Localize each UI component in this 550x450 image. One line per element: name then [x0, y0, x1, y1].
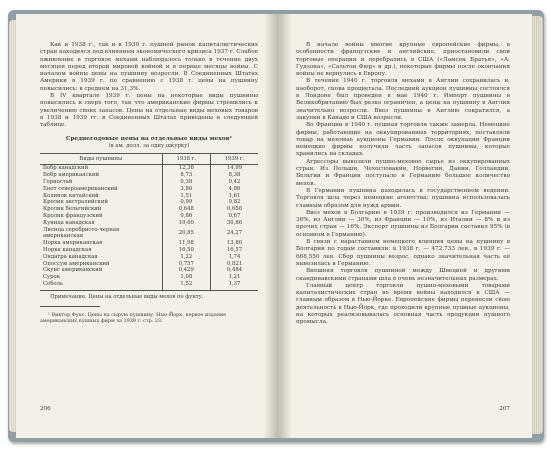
fur-type-cell: Сурок: [43, 274, 61, 281]
paragraph: Внешняя торговля пушниной между Швецией и другими скандинавскими странами шла в очень незначительных размерах.: [296, 268, 510, 282]
price-cell: 1,21: [211, 274, 258, 281]
table-row: [40, 179, 258, 186]
paragraph: В начале войны многие крупные европейские фирмы, в особенности французские и английские, приостановили свои торговые операции и перебрались в США («Ламсон Братья», «А. Гудзона», «Сальтон Фюр» и др.), некоторые фирмы после окончания войны не вернулись в Европу.: [296, 42, 510, 78]
column-header: Виды пушнины: [40, 153, 162, 165]
open-book: [8, 10, 544, 442]
price-cell: 0,757: [162, 261, 210, 268]
price-cell: 0,658: [211, 206, 258, 213]
table-row: [40, 193, 258, 200]
fur-type-cell: Норка американская: [43, 240, 103, 247]
fur-type-cell: Кролик французский: [43, 212, 103, 219]
price-cell: 4,86: [211, 186, 258, 193]
table-row: [40, 186, 258, 193]
table-row: [40, 261, 258, 268]
table-row: [40, 206, 258, 213]
price-cell: 0,82: [211, 199, 258, 206]
price-cell: 1,51: [162, 193, 210, 200]
column-header: 1939 г.: [211, 153, 258, 165]
fur-type-cell: Скунс американский: [43, 267, 103, 274]
price-cell: 19,60: [162, 220, 210, 227]
column-header: 1938 г.: [162, 153, 210, 165]
page-edges-right: [531, 16, 543, 434]
price-cell: 1,61: [211, 193, 258, 200]
table-row: [40, 227, 258, 241]
price-cell: 16,50: [162, 247, 210, 254]
table-row: [40, 240, 258, 247]
table-row: [40, 274, 258, 281]
paragraph: В IV квартале 1939 г. цены на некоторые виды пушнины повысились и сверх того, так что американские фирмы стремились к увеличению своих запасов. Цены на отдельные виды меховых товаров в 1938 и 1939 гг. в Соединенных Штатах приведены в следующей таблице.: [40, 93, 258, 129]
right-page: [278, 14, 532, 438]
table-title: Среднегодовые цены на отдельные виды мехов¹: [65, 135, 233, 142]
price-cell: 0,86: [162, 213, 210, 220]
right-page-text: [296, 42, 510, 327]
fur-type-cell: Ондатра канадская: [43, 253, 98, 260]
price-cell: 1,37: [211, 281, 258, 290]
price-cell: 0,429: [162, 267, 210, 274]
price-cell: 0,42: [211, 179, 258, 186]
price-cell: 3,86: [162, 186, 210, 193]
table-note: Примечание. Цены на отдельные виды мехов по фунту.: [50, 293, 204, 300]
price-table-body: [40, 165, 258, 290]
table-row: [40, 281, 258, 290]
page-number-left: 206: [40, 406, 51, 412]
fur-type-cell: Енот североамериканский: [43, 185, 118, 192]
price-cell: 13,80: [211, 240, 258, 247]
price-cell: 0,38: [162, 179, 210, 186]
table-row: [40, 247, 258, 254]
paragraph: Агрессоры вывозили пушно-меховое сырье из оккупированных стран. Из Польши, Чехословакии, Норвегии, Дании, Голландии, Бельгии и Франции поступало в Германию большое количество мехов.: [296, 158, 510, 187]
left-page-text: [40, 42, 258, 329]
fur-type-cell: Бобр американский: [43, 172, 100, 179]
price-table: [40, 153, 258, 291]
paragraph: В течение 1940 г. торговля мехами в Англии сохранилась и, наоборот, снова процветала. Последний аукцион пушнины состоялся в Лондоне был проведен в мае 1940 г. Импорт пушнины в Великобританию был резко ограничен, а цены на пушнину в Англии значительно возросли. Ввоз пушнины в Англию сократился, а закупки в Канаде и США возросли.: [296, 78, 510, 121]
fur-type-cell: Кролик бельгийский: [43, 206, 102, 213]
price-cell: 16,57: [211, 247, 258, 254]
fur-type-cell: Опоссум американский: [43, 260, 110, 267]
price-cell: 1,08: [162, 274, 210, 281]
paragraph: Главный центр торговли пушно-меховыми товарами капиталистических стран во время войны находился в США — главным образом в Нью-Йорке. Европейские фирмы перенесли свою деятельность в Нью-Йорк, где проходили крупные пушные аукционы, на которых реализовывалась основная часть продукции пушного промысла.: [296, 282, 510, 326]
fur-type-cell: Куница канадская: [43, 219, 95, 226]
price-cell: 30,86: [211, 220, 258, 227]
fur-type-cell: Лисица серебристо-черная американская: [43, 226, 120, 240]
paragraph: В связи с нарастанием немецкого влияния цены на пушнину в Болгарии по годам составили: в 1938 г. — 472,733 лев., в 1939 г. — 668,550 лев. Сбор пушнины возрос, однако значительная часть её вывозилась в Германию.: [296, 239, 510, 267]
fur-type-cell: Горностай: [43, 178, 73, 185]
fur-type-cell: Бобр канадский: [43, 165, 89, 172]
price-cell: 0,484: [211, 267, 258, 274]
table-row: [40, 213, 258, 220]
footnote-rule: [40, 306, 100, 307]
price-cell: 1,22: [162, 254, 210, 261]
price-cell: 0,821: [211, 261, 258, 268]
price-cell: 0,648: [162, 206, 210, 213]
fur-type-cell: Колинок китайский: [43, 192, 99, 199]
fur-type-cell: Норка канадская: [43, 246, 92, 253]
paragraph: В Германии пушнина находилась в государственном ведении. Торговля шла через немецкие агентства; пушнина использовалась главным образом для нужд армии.: [296, 187, 510, 209]
table-row: [40, 172, 258, 179]
left-page: [16, 14, 278, 438]
price-cell: 24,27: [211, 227, 258, 241]
price-cell: 0,67: [211, 213, 258, 220]
price-cell: 1,74: [211, 254, 258, 261]
paragraph: Ввоз мехов в Болгарию в 1939 г. производился из Германии — 36%, из Англии — 30%, из Франции — 10%, из Италии — 8% и из прочих стран — 16%. Экспорт пушнины из Болгарии составил 95% (в основном в Германию).: [296, 209, 510, 238]
table-unit: (в ам. долл. за одну шкурку): [108, 142, 190, 149]
table-row: [40, 254, 258, 261]
price-cell: 20,85: [162, 227, 210, 241]
page-number-right: 207: [499, 406, 510, 412]
price-cell: 0,99: [162, 199, 210, 206]
price-cell: 12,36: [162, 165, 210, 172]
paragraph: Во Франции в 1940 г. пушная торговля также замерла. Немецкие фирмы, работающие на оккупированных территориях, поставляли товар на меховые аукционы Германии. После оккупации Франции немецкие фирмы получили часть запасов пушнины, которые хранились на складах.: [296, 122, 510, 158]
paragraph: Как и 1938 г., так и в 1939 г. пушной рынок капиталистических стран находился под влиянием экономического кризиса 1937 г. Слабое оживление в торговле мехами наблюдалось только в течение двух месяцев перед второй мировой войной и в первые месяцы войны. С началом войны цены на пушнину возросли. В Соединенных Штатах Америки в 1939 г. по сравнению с 1938 г. цены на пушнину повысились: в среднем на 31,3%.: [40, 42, 258, 92]
price-cell: 8,38: [211, 172, 258, 179]
fur-type-cell: Соболь: [40, 281, 162, 290]
price-cell: 11,98: [162, 240, 210, 247]
table-row: [40, 267, 258, 274]
price-cell: 14,99: [211, 165, 258, 172]
price-cell: 8,73: [162, 172, 210, 179]
footnote: ¹ Виктор Фукс. Цены на сырую пушнину. Нью-Йорк, первое издание американских пушных фирм за 1939 г. стр. 23.: [40, 311, 227, 324]
table-header-row: [40, 153, 258, 165]
table-row: [40, 220, 258, 227]
price-cell: 1,52: [162, 281, 210, 290]
fur-type-cell: Кролик австралийский: [43, 199, 108, 206]
